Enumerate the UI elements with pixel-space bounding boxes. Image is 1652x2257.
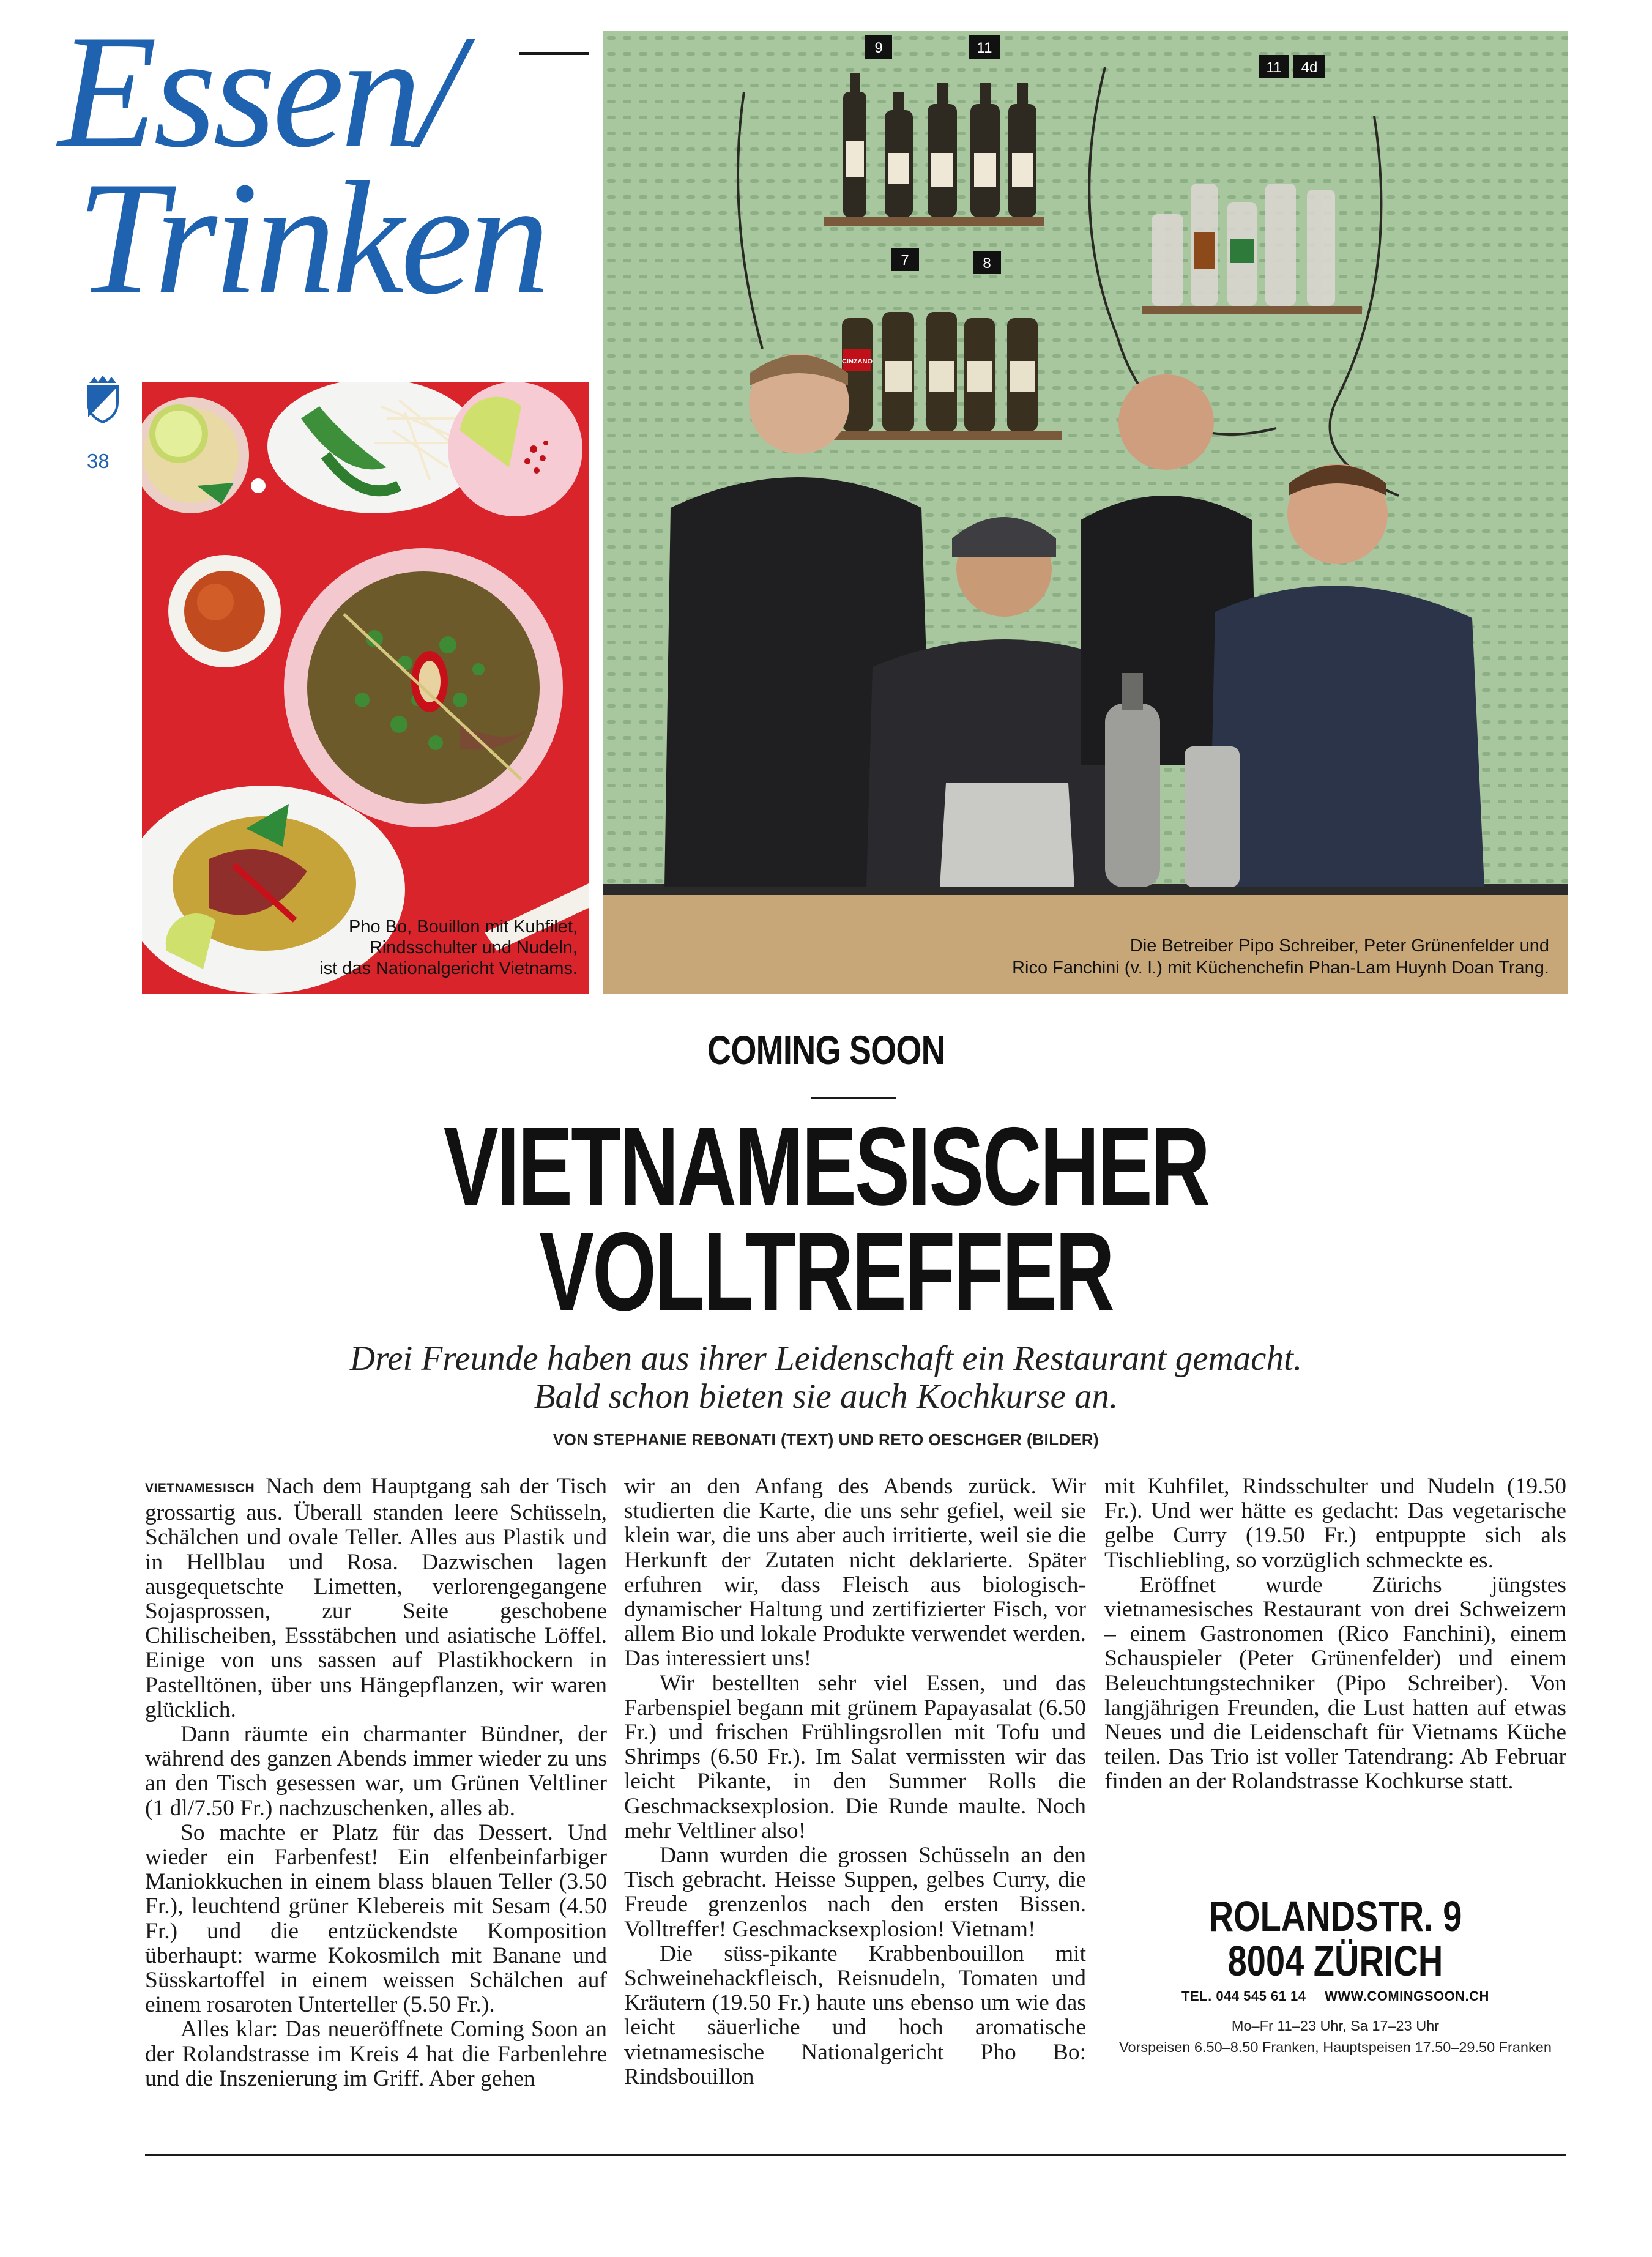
article-column-2	[624, 1474, 1086, 2089]
team-photo-caption: Die Betreiber Pipo Schreiber, Peter Grünenfelder und Rico Fanchini (v. l.) mit Küchenchefin Phan-Lam Huynh Doan Trang.	[1012, 936, 1549, 978]
address-contact	[1104, 1988, 1566, 2004]
section-title-line2: Trinken	[76, 149, 546, 328]
section-title-line1: Essen/	[58, 2, 460, 181]
article-paragraph-continued: wir an den Anfang des Abends zurück. Wir studierten die Karte, die uns sehr gefiel, weil sie klein war, die uns aber auch irritierte, weil sie die Herkunft der Zutaten nicht deklarierte. Später erfuhren wir, dass Fleisch aus biologisch-dynamischer Haltung und zertifizierter Fisch, vor allem Bio und lokale Produkte verwendet werden. Das interessiert uns!	[624, 1474, 1086, 1671]
shelf-tag: 11	[1266, 59, 1282, 76]
address-street: ROLANDSTR. 9	[1208, 1892, 1462, 1940]
shelf-tag: 9	[874, 40, 883, 56]
address-city: 8004 ZÜRICH	[1227, 1937, 1443, 1985]
section-title-rule	[519, 52, 589, 55]
dek-line1: Drei Freunde haben aus ihrer Leidenschaft ein Restaurant gemacht.	[349, 1339, 1303, 1378]
article-paragraph: Wir bestellten sehr viel Essen, und das Farbenspiel begann mit grünem Papayasalat (6.50 Fr.) und frischen Frühlingsrollen mit Tofu und Shrimps (6.50 Fr.). Im Salat vermissten wir das leicht Pikante, in den Summer Rolls die Geschmacksexplosion. Die Runde maulte. Noch mehr Veltliner also!	[624, 1670, 1086, 1843]
article-paragraph: Die süss-pikante Krabbenbouillon mit Schweinehackfleisch, Reisnudeln, Tomaten und Kräutern (19.50 Fr.) haute uns ebenso um wie das leicht säuerliche und hoch aromatische vietnamesische Nationalgericht Pho Bo: Rindsbouillon	[624, 1941, 1086, 2089]
headline-line2: VOLLTREFFER	[539, 1209, 1113, 1334]
article-paragraph: Alles klar: Das neueröffnete Coming Soon an der Rolandstrasse im Kreis 4 hat die Farbenlehre und die Inszenierung im Griff. Aber gehen	[145, 2017, 607, 2091]
category-tag: VIETNAMESISCH	[145, 1481, 255, 1495]
bottom-rule	[145, 2154, 1566, 2156]
article-paragraph: Dann räumte ein charmanter Bündner, der während des ganzen Abends immer wieder zu uns an den Tisch gesessen war, um Grünen Veltliner (1 dl/7.50 Fr.) nachzuschenken, alles ab.	[145, 1722, 607, 1821]
article-paragraph-continued: mit Kuhfilet, Rindsschulter und Nudeln (19.50 Fr.). Und wer hätte es gedacht: Das vegetarische gelbe Curry (19.50 Fr.) entpuppte sich als Tischliebling, so vorzüglich schmeckte es.	[1104, 1474, 1566, 1573]
shelf-tag: 4d	[1301, 59, 1318, 76]
article-byline: VON STEPHANIE REBONATI (TEXT) UND RETO OESCHGER (BILDER)	[553, 1430, 1099, 1449]
article-column-1	[145, 1474, 607, 2091]
zurich-crest-icon	[84, 374, 121, 423]
price-range: Vorspeisen 6.50–8.50 Franken, Hauptspeisen 17.50–29.50 Franken	[1119, 2039, 1552, 2055]
headline-line1: VIETNAMESISCHER	[443, 1104, 1209, 1229]
shelf-tag: 8	[983, 255, 991, 272]
page-number: 38	[87, 450, 110, 472]
website-link[interactable]: WWW.COMINGSOON.CH	[1325, 1988, 1489, 2004]
article-paragraph: Dann wurden die grossen Schüsseln an den Tisch gebracht. Heisse Suppen, gelbes Curry, die Freude grenzenlos nach den ersten Bissen. Volltreffer! Geschmacksexplosion! Vietnam!	[624, 1843, 1086, 1942]
article-paragraph: VIETNAMESISCH Nach dem Hauptgang sah der Tisch grossartig aus. Überall standen leere Schüsseln, Schälchen und ovale Teller. Alles aus Plastik und in Hellblau und Rosa. Dazwischen lagen ausgequetschte Limetten, verlorengegangene Sojasprossen, zur Seite geschobene Chilischeiben, Essstäbchen und asiatische Löffel. Einige von uns sassen auf Plastikhockern in Pastelltönen, über uns Hängepflanzen, wir waren glücklich.	[145, 1474, 607, 1722]
food-photo-caption: Pho Bo, Bouillon mit Kuhfilet, Rindsschulter und Nudeln, ist das Nationalgericht Vietnams.	[319, 917, 578, 978]
opening-hours: Mo–Fr 11–23 Uhr, Sa 17–23 Uhr	[1231, 2018, 1440, 2034]
shelf-tag: 11	[977, 40, 992, 56]
article-column-3	[1104, 1474, 1566, 1794]
phone-number: TEL. 044 545 61 14	[1181, 1988, 1306, 2004]
team-photo	[603, 31, 1568, 994]
article-dek	[0, 1340, 1652, 1416]
article-kicker: COMING SOON	[707, 1027, 945, 1073]
shelf-tag: 7	[901, 252, 909, 269]
article-headline	[215, 1104, 1437, 1334]
team-illustration	[603, 31, 1568, 994]
food-illustration	[142, 382, 589, 994]
bottle-label: CINZANO	[841, 358, 873, 365]
dek-line2: Bald schon bieten sie auch Kochkurse an.	[534, 1377, 1118, 1416]
section-title	[58, 2, 597, 328]
article-paragraph: Eröffnet wurde Zürichs jüngstes vietnamesisches Restaurant von drei Schweizern – einem Gastronomen (Rico Fanchini), einem Schauspieler (Peter Grünenfelder) und einem Beleuchtungstechniker (Pipo Schreiber). Von langjährigen Freunden, die Lust hatten auf etwas Neues und die Leidenschaft für Vietnams Küche teilen. Das Trio ist voller Tatendrang: Ab Februar finden an der Rolandstrasse Kochkurse statt.	[1104, 1572, 1566, 1794]
kicker-rule	[811, 1097, 896, 1099]
food-photo	[142, 382, 589, 994]
article-paragraph: So machte er Platz für das Dessert. Und wieder ein Farbenfest! Ein elfenbeinfarbiger Maniokkuchen in einem blass blauen Teller (3.50 Fr.), leuchtend grüner Klebereis mit Sesam (4.50 Fr.) und die entzückendste Komposition überhaupt: warme Kokosmilch mit Banane und Süsskartoffel in einem weissen Schälchen auf einem rosaroten Unterteller (5.50 Fr.).	[145, 1820, 607, 2018]
